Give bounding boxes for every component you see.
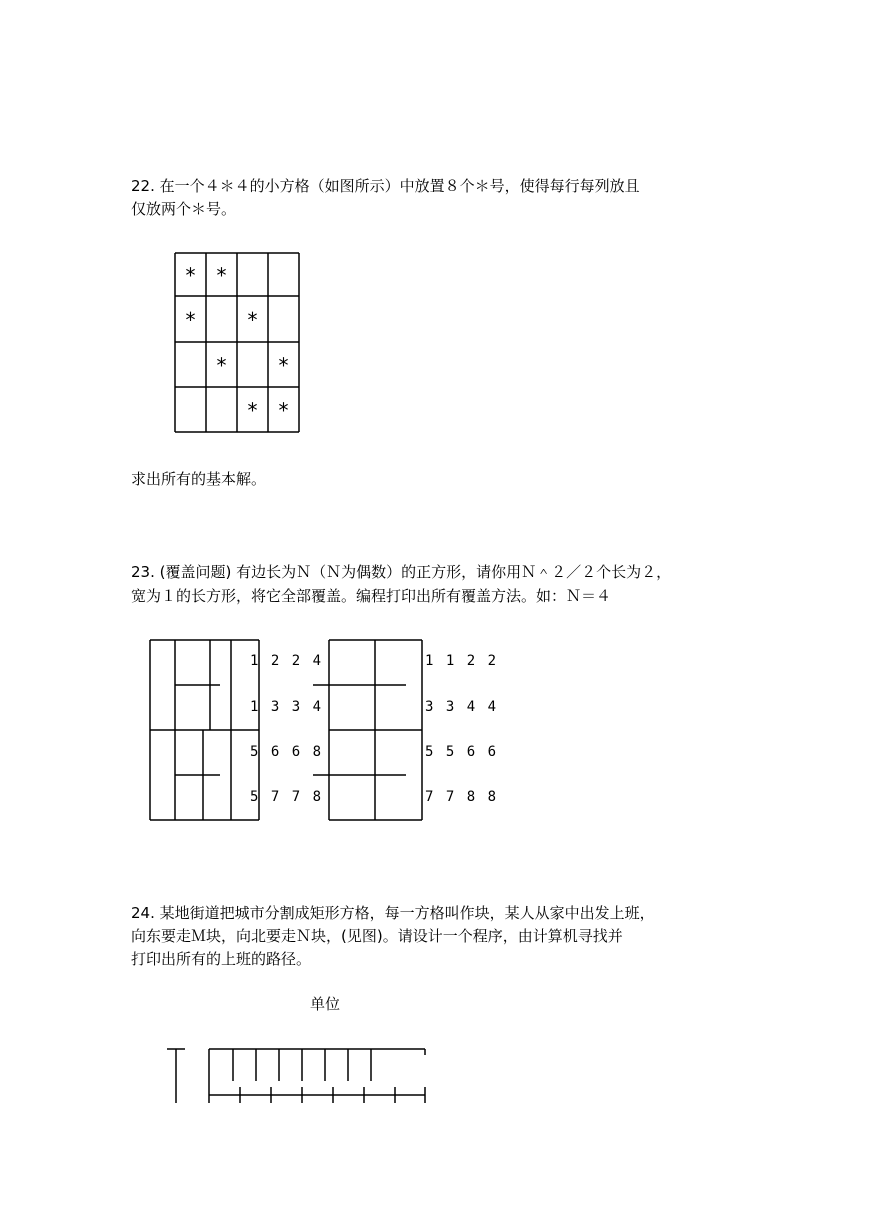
grid-cell-star: * <box>278 398 289 423</box>
street-grid <box>167 1049 425 1103</box>
problem23-line2: 宽为１的长方形，将它全部覆盖。编程打印出所有覆盖方法。如：Ｎ＝４ <box>131 587 612 605</box>
tiling-left <box>150 640 259 820</box>
right-numbers-row-4: 7 7 8 8 <box>425 789 499 805</box>
grid-cell-star: * <box>247 308 258 332</box>
tiling-right <box>313 640 422 820</box>
right-numbers-row-1: 1 1 2 2 <box>425 653 499 669</box>
left-numbers-row-3: 5 6 6 8 <box>250 744 324 760</box>
left-numbers-row-1: 1 2 2 4 <box>250 653 324 669</box>
grid-cell-star: * <box>247 398 258 423</box>
problem22-line1: 22. 在一个４＊４的小方格（如图所示）中放置８个＊号，使得每行每列放且 <box>131 177 640 195</box>
problem22-footer: 求出所有的基本解。 <box>131 470 267 488</box>
grid-cell-star: * <box>216 353 227 378</box>
left-numbers-row-2: 1 3 3 4 <box>250 699 324 715</box>
problem24-line3: 打印出所有的上班的路径。 <box>131 950 312 968</box>
problem23-line1: 23. (覆盖问题) 有边长为Ｎ（Ｎ为偶数）的正方形，请你用Ｎ＾２／２个长为２， <box>131 563 672 581</box>
problem22-line2: 仅放两个＊号。 <box>131 200 237 218</box>
problem24-line1: 24. 某地街道把城市分割成矩形方格，每一方格叫作块，某人从家中出发上班， <box>131 904 655 922</box>
right-numbers-row-2: 3 3 4 4 <box>425 699 499 715</box>
grid-cell-star: * <box>278 353 289 378</box>
left-numbers-row-4: 5 7 7 8 <box>250 789 324 805</box>
right-numbers-row-3: 5 5 6 6 <box>425 744 499 760</box>
grid-cell-star: * <box>185 263 196 288</box>
grid-cell-star: * <box>216 263 227 288</box>
grid-cell-star: * <box>185 308 196 332</box>
workplace-label: 单位 <box>310 995 341 1013</box>
problem24-line2: 向东要走Ｍ块，向北要走Ｎ块，(见图)。请设计一个程序，由计算机寻找并 <box>131 927 623 945</box>
